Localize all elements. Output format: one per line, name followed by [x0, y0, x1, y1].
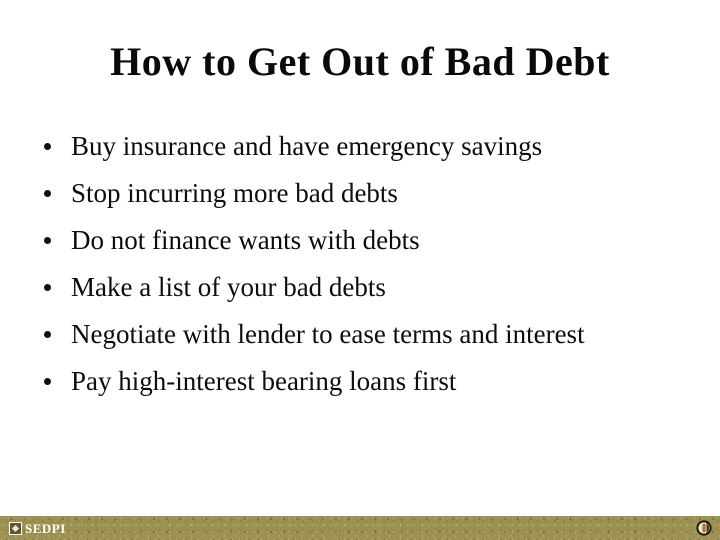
bullet-text: Do not finance wants with debts	[71, 225, 420, 255]
bullet-icon	[44, 331, 51, 338]
list-item	[42, 312, 690, 359]
list-item	[42, 124, 690, 171]
slide-title: How to Get Out of Bad Debt	[110, 39, 610, 84]
sedpi-square-logo-icon	[9, 522, 22, 535]
bullet-text: Make a list of your bad debts	[71, 272, 386, 302]
bullet-icon	[44, 378, 51, 385]
bullet-icon	[44, 143, 51, 150]
bullet-text: Pay high-interest bearing loans first	[71, 366, 457, 396]
bullet-text: Buy insurance and have emergency savings	[71, 131, 543, 161]
bullet-list	[42, 124, 690, 406]
list-item	[42, 171, 690, 218]
list-item	[42, 265, 690, 312]
diamond-icon	[12, 524, 19, 531]
sedpi-round-emblem-icon	[696, 520, 712, 536]
list-item	[42, 218, 690, 265]
bullet-icon	[44, 190, 51, 197]
brand-name: SEDPI	[25, 520, 66, 536]
bullet-text: Negotiate with lender to ease terms and interest	[71, 319, 585, 349]
bullet-icon	[44, 284, 51, 291]
list-item	[42, 359, 690, 406]
footer-bar	[0, 516, 720, 540]
bullet-icon	[44, 237, 51, 244]
bullet-text: Stop incurring more bad debts	[71, 178, 398, 208]
brand-logo	[9, 522, 66, 535]
